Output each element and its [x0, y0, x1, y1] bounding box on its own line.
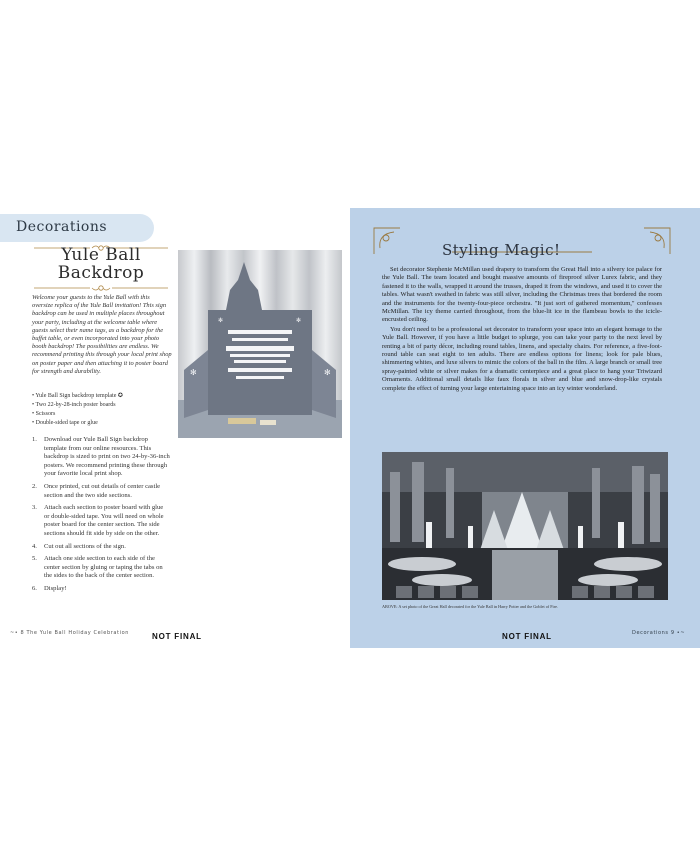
- great-hall-photo: [382, 452, 668, 600]
- page-title: [28, 246, 174, 282]
- backdrop-photo: [178, 250, 342, 438]
- intro-text: Welcome your guests to the Yule Ball with this oversize replica of the Yule Ball invitation! This sign backdrop can be used in multiple places throughout your party, including at the welcome table where guests select their name tags, as a backdrop for the buffet table, or even incorporated into your photo booth backdrop! The possibilities are endless. We recommend printing this through your local print shop on poster paper and then attaching it to poster board for strength and durability.: [32, 294, 172, 375]
- paragraph-1: Set decorator Stephenie McMillan used drapery to transform the Great Hall into a silvery ice palace for the Yule Ball. The team located and bought massive amounts of fireproof silver Lurex fabric, and they fastened it to the walls, wrapped it around the trusses, draped it from the windows, and used it to cover the tables. What wasn't swathed in fabric was still silver, including the Christmas trees that bordered the room and the instruments for the twenty-four-piece orchestra. "It just sort of gathered momentum," confesses McMillan. The icy theme carried throughout, from the blue-lit ice in the flambeau bowls to the icicle-encrusted ceiling.: [382, 266, 662, 324]
- supply-item: • Yule Ball Sign backdrop template ✪: [32, 393, 123, 399]
- right-page: [350, 208, 700, 648]
- supplies-list: [32, 392, 172, 428]
- not-final-stamp-right: NOT FINAL: [502, 632, 552, 641]
- title-line-1: Yule Ball: [61, 245, 141, 265]
- left-page: [0, 208, 350, 648]
- section-tab: [0, 214, 154, 242]
- supply-item: • Two 22-by-28-inch poster boards: [32, 402, 116, 408]
- step-item: 5. Attach one side section to each side of the center section by gluing or taping the tabs on the sides to the back of the center section.: [32, 555, 163, 580]
- section-label: Decorations: [16, 219, 108, 235]
- step-item: 1. Download our Yule Ball Sign backdrop template from our online resources. This backdrop is sized to print on two 24-by-36-inch posters. We recommend printing these through your favorite local print shop.: [32, 436, 170, 478]
- step-item: 3. Attach each section to poster board with glue or double-sided tape. You will need on whole poster board for the center section. The side sections should fit side by side on the other.: [32, 504, 164, 537]
- not-final-stamp-left: NOT FINAL: [152, 632, 202, 641]
- article-body: [382, 266, 662, 393]
- svg-text:✻: ✻: [324, 368, 331, 377]
- svg-text:✻: ✻: [296, 318, 302, 324]
- step-item: 6. Display!: [32, 584, 67, 592]
- photo-caption: ABOVE: A set photo of the Great Hall decorated for the Yule Ball in Harry Potter and the Goblet of Fire.: [382, 604, 559, 609]
- folio-right: Decorations 9 •~: [632, 630, 686, 636]
- right-page-title: Styling Magic!: [442, 241, 561, 259]
- supply-item: • Double-sided tape or glue: [32, 420, 98, 426]
- step-item: 4. Cut out all sections of the sign.: [32, 542, 126, 550]
- step-item: 2. Once printed, cut out details of center castle section and the two side sections.: [32, 482, 161, 499]
- book-spread: [0, 208, 700, 648]
- folio-left: ~• 8 The Yule Ball Holiday Celebration: [10, 630, 130, 636]
- supply-item: • Scissors: [32, 411, 56, 417]
- title-line-2: Backdrop: [57, 263, 145, 283]
- svg-text:✻: ✻: [218, 318, 224, 324]
- paragraph-2: You don't need to be a professional set decorator to transform your space into an elegant homage to the Yule Ball. However, if you have a little budget to splurge, you can take your party to the next level by renting a bit of party décor, including round tables, linens, and specialty chairs. For reference, a five-foot-round table can seat eight to ten adults. There are endless options for linens; look for pale blues, shimmering whites, and luxe silvers to mimic the colors of the ball in the film. A large branch or small tree spray-painted white or silver makes for a dramatic centerpiece and a great place to hang your Triwizard Ornaments. Additional small details like faux florals in silver and blue and snow-drop-like crystals complete the effect of turning your large entertaining space into an icy winter wonderland.: [382, 325, 662, 392]
- bottom-flourish-icon: [30, 284, 172, 292]
- instruction-steps: [32, 436, 170, 598]
- svg-text:✻: ✻: [190, 368, 197, 377]
